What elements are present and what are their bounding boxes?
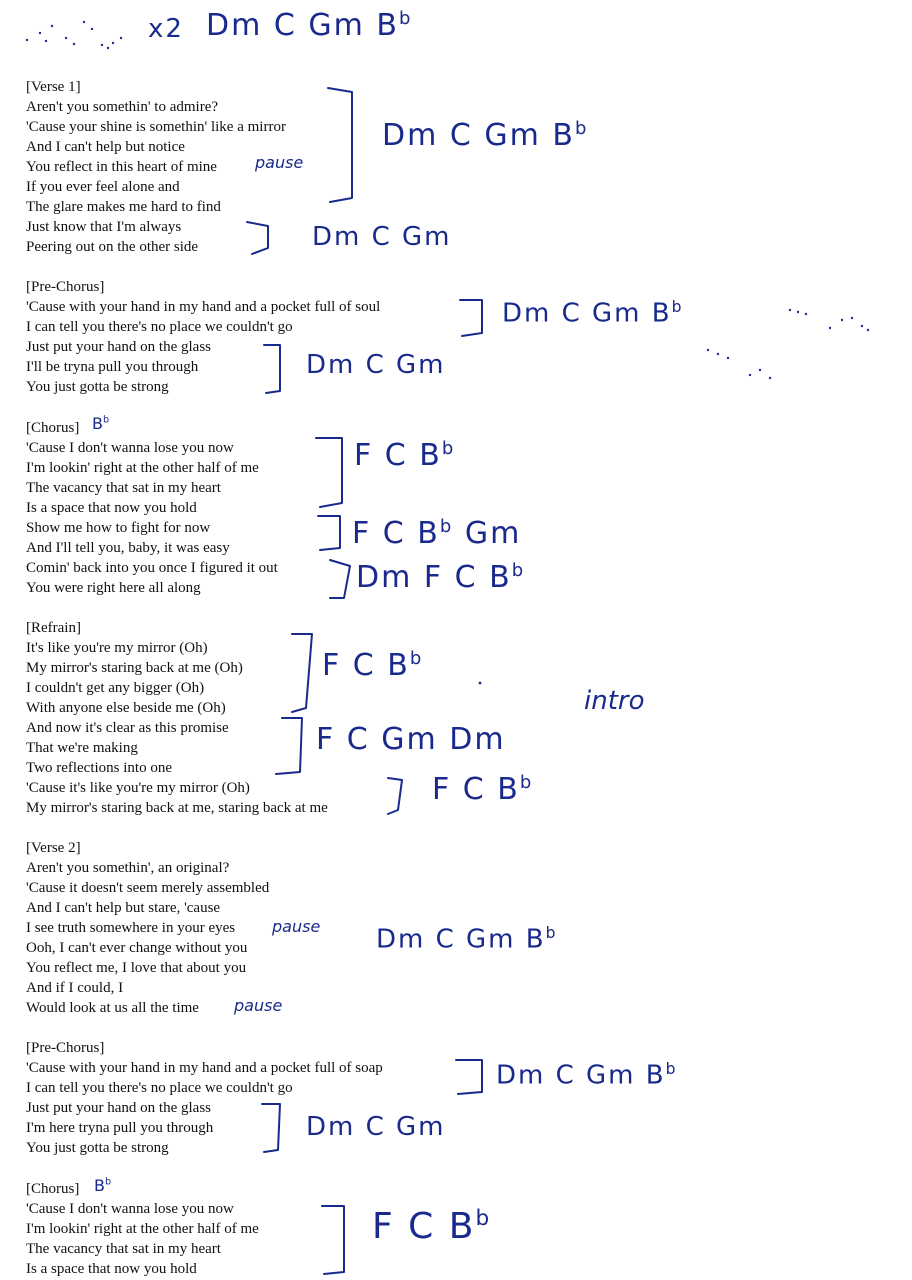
chord-annotation: Dm C Gm $B^b$: [376, 924, 558, 955]
section-label-chorus: [Chorus]: [26, 1181, 80, 1197]
lyric-line: I can tell you there's no place we couldn't go: [26, 319, 293, 335]
lyric-line: You reflect in this heart of mine: [26, 159, 217, 175]
lyric-line: That we're making: [26, 740, 138, 756]
lyric-line: I'm lookin' right at the other half of me: [26, 460, 259, 476]
lyric-line: I can tell you there's no place we couldn't go: [26, 1080, 293, 1096]
pause-note: pause: [255, 153, 304, 172]
lyric-line: I'm here tryna pull you through: [26, 1120, 214, 1136]
pause-note: pause: [272, 917, 321, 936]
lyric-line: 'Cause I don't wanna lose you now: [26, 440, 234, 456]
lyric-line: Just put your hand on the glass: [26, 339, 211, 355]
chord-annotation: F C $B^b$: [354, 438, 456, 473]
chord-annotation: Dm C Gm $B^b$: [502, 298, 684, 329]
lyric-line: The vacancy that sat in my heart: [26, 1241, 221, 1257]
section-label-verse1: [Verse 1]: [26, 79, 81, 95]
lyric-line: Aren't you somethin', an original?: [26, 860, 230, 876]
lyric-line: With anyone else beside me (Oh): [26, 700, 226, 716]
lyric-line: And I can't help but notice: [26, 139, 185, 155]
section-label-refrain: [Refrain]: [26, 620, 81, 636]
lyric-line: And I'll tell you, baby, it was easy: [26, 540, 230, 556]
bracket-ch1-b: [318, 516, 340, 550]
lyric-line: And I can't help but stare, 'cause: [26, 900, 221, 916]
lyric-line: You just gotta be strong: [26, 379, 169, 395]
lyric-line: Two reflections into one: [26, 760, 172, 776]
chord-annotation: $B^b$: [94, 1176, 112, 1195]
section-label-prechorus: [Pre-Chorus]: [26, 279, 105, 295]
lyric-line: 'Cause I don't wanna lose you now: [26, 1201, 234, 1217]
chord-annotation: $B^b$: [92, 414, 110, 433]
lyric-line: You just gotta be strong: [26, 1140, 169, 1156]
lyric-line: Peering out on the other side: [26, 239, 199, 255]
chord-annotation: F C $B^b$: [372, 1206, 492, 1247]
lyric-line: Just know that I'm always: [26, 219, 182, 235]
bracket-verse1-a: [328, 88, 352, 202]
bracket-ref-a: [292, 634, 312, 712]
lyric-line: I'm lookin' right at the other half of me: [26, 1221, 259, 1237]
bracket-pre2-b: [262, 1104, 280, 1152]
chord-annotation: F C $B^b$: [322, 648, 424, 683]
lyric-line: Is a space that now you hold: [26, 500, 197, 516]
lyric-line: Just put your hand on the glass: [26, 1100, 211, 1116]
lyric-line: The vacancy that sat in my heart: [26, 480, 221, 496]
repeat-marker: x2: [148, 14, 184, 44]
bracket-ch2-a: [322, 1206, 344, 1274]
prechorus-dots: [479, 309, 870, 685]
bracket-ref-c: [388, 778, 402, 814]
bracket-ch1-a: [316, 438, 342, 507]
section-label-verse2: [Verse 2]: [26, 840, 81, 856]
lyric-line: I couldn't get any bigger (Oh): [26, 680, 205, 696]
lyric-line: Ooh, I can't ever change without you: [26, 940, 248, 956]
chord-annotation: F C $B^b$ Gm: [352, 516, 522, 551]
lyric-line: 'Cause your shine is somethin' like a mirror: [26, 119, 286, 135]
lyric-line: And now it's clear as this promise: [26, 720, 229, 736]
intro-note: intro: [584, 686, 645, 716]
lyric-line: 'Cause it's like you're my mirror (Oh): [26, 780, 250, 796]
lyric-line: Comin' back into you once I figured it out: [26, 560, 278, 576]
lyric-line: 'Cause with your hand in my hand and a pocket full of soul: [26, 299, 381, 315]
lyric-line: You reflect me, I love that about you: [26, 960, 247, 976]
chord-annotation: F C Gm Dm: [316, 722, 506, 757]
lyric-line: Show me how to fight for now: [26, 520, 211, 536]
lyric-line: My mirror's staring back at me, staring back at me: [26, 800, 328, 816]
chord-annotation: F C $B^b$: [432, 772, 534, 807]
lyric-line: It's like you're my mirror (Oh): [26, 640, 208, 656]
chord-annotation: Dm C Gm: [306, 350, 446, 380]
intro-chords: Dm C Gm $B^b$: [206, 8, 413, 43]
chord-annotation: Dm C Gm $B^b$: [382, 118, 589, 153]
intro-dots: [26, 21, 122, 49]
lyric-line: Would look at us all the time: [26, 1000, 199, 1016]
bracket-pre1-a: [460, 300, 482, 336]
lyric-line: Aren't you somethin' to admire?: [26, 99, 219, 115]
lyric-line: If you ever feel alone and: [26, 179, 180, 195]
lyric-line: 'Cause it doesn't seem merely assembled: [26, 880, 270, 896]
section-label-prechorus: [Pre-Chorus]: [26, 1040, 105, 1056]
chord-annotation: Dm C Gm $B^b$: [496, 1060, 678, 1091]
chord-annotation: Dm C Gm: [306, 1112, 446, 1142]
lyric-line: And if I could, I: [26, 980, 124, 996]
chord-annotation: Dm C Gm: [312, 222, 452, 252]
lyric-line: I see truth somewhere in your eyes: [26, 920, 236, 936]
lyric-line: I'll be tryna pull you through: [26, 359, 199, 375]
bracket-ref-b: [276, 718, 302, 774]
bracket-verse1-b: [247, 222, 268, 254]
lyric-line: You were right here all along: [26, 580, 201, 596]
lyric-line: The glare makes me hard to find: [26, 199, 221, 215]
section-label-chorus: [Chorus]: [26, 420, 80, 436]
lyric-line: 'Cause with your hand in my hand and a pocket full of soap: [26, 1060, 383, 1076]
chord-annotation: Dm F C $B^b$: [356, 560, 526, 595]
bracket-pre2-a: [456, 1060, 482, 1094]
lyric-line: My mirror's staring back at me (Oh): [26, 660, 243, 676]
lyric-line: Is a space that now you hold: [26, 1261, 197, 1277]
bracket-ch1-c: [330, 560, 350, 598]
bracket-pre1-b: [264, 345, 280, 393]
pause-note: pause: [234, 996, 283, 1015]
